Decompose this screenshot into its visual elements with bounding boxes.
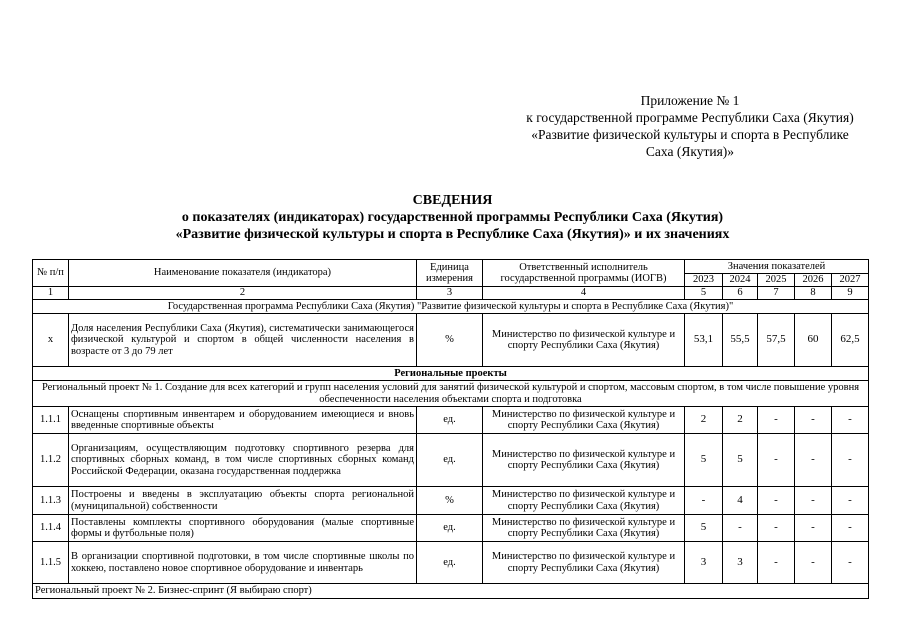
row-value: - <box>685 487 723 515</box>
indicator-row <box>33 487 869 515</box>
header-year: 2023 <box>685 274 723 287</box>
row-value: - <box>832 515 869 542</box>
row-value: 5 <box>685 434 723 487</box>
indicators-table <box>32 259 869 599</box>
indicator-row <box>33 542 869 584</box>
column-number: 3 <box>417 287 483 300</box>
row-value: - <box>758 407 795 434</box>
column-number: 2 <box>69 287 417 300</box>
row-executor: Министерство по физической культуре и спорту Республики Саха (Якутия) <box>483 542 685 584</box>
row-unit: ед. <box>417 515 483 542</box>
row-value: - <box>795 542 832 584</box>
row-value: - <box>832 487 869 515</box>
row-value: - <box>795 515 832 542</box>
row-value: 55,5 <box>723 314 758 367</box>
regional-projects-header: Региональные проекты <box>33 367 869 381</box>
row-value: - <box>795 487 832 515</box>
row-value: - <box>758 434 795 487</box>
document-heading <box>0 192 905 243</box>
row-executor: Министерство по физической культуре и спорту Республики Саха (Якутия) <box>483 487 685 515</box>
column-number: 8 <box>795 287 832 300</box>
row-value: 53,1 <box>685 314 723 367</box>
header-year: 2026 <box>795 274 832 287</box>
document-subtitle-2: «Развитие физической культуры и спорта в Республике Саха (Якутия)» и их значениях <box>175 227 730 242</box>
row-num: 1.1.5 <box>33 542 69 584</box>
row-value: 62,5 <box>832 314 869 367</box>
header-year: 2025 <box>758 274 795 287</box>
row-unit: ед. <box>417 542 483 584</box>
document-title: СВЕДЕНИЯ <box>412 193 493 208</box>
column-number: 4 <box>483 287 685 300</box>
row-unit: % <box>417 487 483 515</box>
header-name: Наименование показателя (индикатора) <box>69 260 417 287</box>
annex-line-2: к государственной программе Республики Саха (Якутия) <box>526 110 854 125</box>
document-subtitle-1: о показателях (индикаторах) государственной программы Республики Саха (Якутия) <box>181 210 724 225</box>
column-number: 9 <box>832 287 869 300</box>
annex-caption <box>500 92 880 160</box>
row-value: 60 <box>795 314 832 367</box>
row-executor: Министерство по физической культуре и спорту Республики Саха (Якутия) <box>483 434 685 487</box>
row-name: Поставлены комплекты спортивного оборудования (малые спортивные формы и футбольные поля) <box>69 515 417 542</box>
row-num: x <box>33 314 69 367</box>
header-unit: Единица измерения <box>417 260 483 287</box>
row-value: 57,5 <box>758 314 795 367</box>
row-value: - <box>832 434 869 487</box>
annex-line-4: Саха (Якутия)» <box>645 144 735 159</box>
main-indicator-row <box>33 314 869 367</box>
row-value: - <box>795 434 832 487</box>
row-value: 3 <box>723 542 758 584</box>
row-value: 5 <box>723 434 758 487</box>
header-values: Значения показателей <box>685 260 869 274</box>
row-name: В организации спортивной подготовки, в том числе спортивные школы по хоккею, поставлено новое спортивное оборудование и инвентарь <box>69 542 417 584</box>
row-num: 1.1.2 <box>33 434 69 487</box>
row-num: 1.1.1 <box>33 407 69 434</box>
header-year: 2027 <box>832 274 869 287</box>
indicator-row <box>33 407 869 434</box>
column-number: 6 <box>723 287 758 300</box>
row-unit: ед. <box>417 407 483 434</box>
row-value: - <box>758 515 795 542</box>
row-unit: ед. <box>417 434 483 487</box>
header-year: 2024 <box>723 274 758 287</box>
column-number: 1 <box>33 287 69 300</box>
annex-line-3: «Развитие физической культуры и спорта в Республике <box>531 127 849 142</box>
column-number: 5 <box>685 287 723 300</box>
row-num: 1.1.4 <box>33 515 69 542</box>
row-name: Доля населения Республики Саха (Якутия), систематически занимающегося физической культурой и спортом в общей численности населения в возрасте от 3 до 79 лет <box>69 314 417 367</box>
row-value: 2 <box>685 407 723 434</box>
row-executor: Министерство по физической культуре и спорту Республики Саха (Якутия) <box>483 515 685 542</box>
row-name: Организациям, осуществляющим подготовку спортивного резерва для спортивных сборных команд, в том числе спортивных сборных команд Российской Федерации, оказана государственная поддержка <box>69 434 417 487</box>
row-name: Построены и введены в эксплуатацию объекты спорта региональной (муниципальной) собственности <box>69 487 417 515</box>
row-value: - <box>832 542 869 584</box>
row-value: - <box>758 542 795 584</box>
row-value: - <box>758 487 795 515</box>
indicator-row <box>33 434 869 487</box>
row-value: 3 <box>685 542 723 584</box>
regional-project-2-row: Региональный проект № 2. Бизнес-спринт (Я выбираю спорт) <box>33 584 869 599</box>
row-executor: Министерство по физической культуре и спорту Республики Саха (Якутия) <box>483 407 685 434</box>
row-value: 4 <box>723 487 758 515</box>
regional-project-1-row: Региональный проект № 1. Создание для всех категорий и групп населения условий для занятий физической культурой и спортом, массовым спортом, в том числе повышение уровня обеспеченности населения объектами спорта и подготовка <box>33 381 869 407</box>
row-executor: Министерство по физической культуре и спорту Республики Саха (Якутия) <box>483 314 685 367</box>
row-value: 2 <box>723 407 758 434</box>
row-value: 5 <box>685 515 723 542</box>
row-value: - <box>723 515 758 542</box>
annex-line-1: Приложение № 1 <box>640 93 740 108</box>
row-num: 1.1.3 <box>33 487 69 515</box>
column-numbers-row <box>33 287 869 300</box>
indicator-row <box>33 515 869 542</box>
row-value: - <box>832 407 869 434</box>
row-name: Оснащены спортивным инвентарем и оборудованием имеющиеся и вновь введенные спортивные объекты <box>69 407 417 434</box>
row-value: - <box>795 407 832 434</box>
row-unit: % <box>417 314 483 367</box>
header-num: № п/п <box>33 260 69 287</box>
header-executor: Ответственный исполнитель государственной программы (ИОГВ) <box>483 260 685 287</box>
program-row: Государственная программа Республики Саха (Якутия) "Развитие физической культуры и спорта в Республике Саха (Якутия)" <box>33 300 869 314</box>
column-number: 7 <box>758 287 795 300</box>
